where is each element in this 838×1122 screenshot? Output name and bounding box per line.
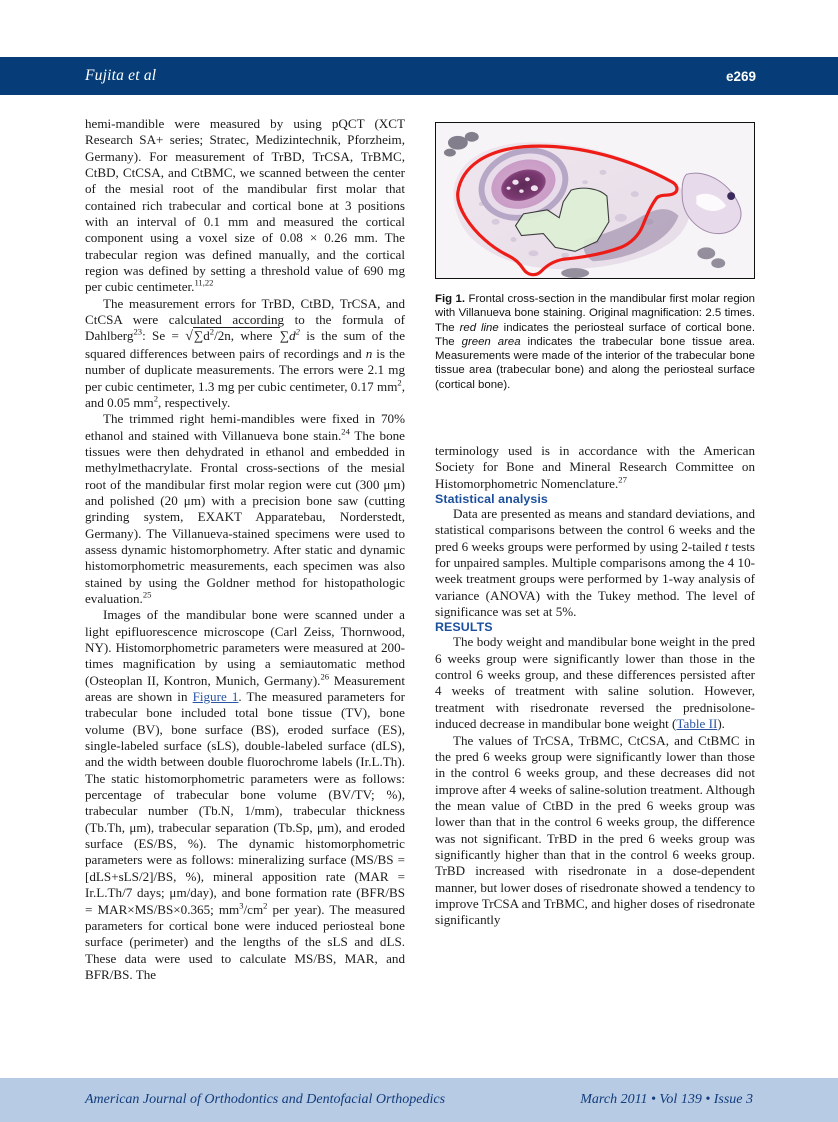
table-2-link[interactable]: Table II [676,716,718,732]
caption-text: Frontal cross-section in the mandibular first molar region with Villanueva bone staining. Original magnification: 2.5 times. The [435,293,755,334]
citation-ref: 26 [320,671,330,682]
summation-sign-2: ∑ [279,328,290,344]
running-head-authors: Fujita et al [85,67,157,84]
page-body [85,116,755,1046]
formula-denominator: /2n, where [214,328,279,344]
paragraph-text: , respectively. [158,394,231,410]
formula-numerator: d [203,328,210,344]
paragraph-text: Measurement areas are shown in [85,672,405,705]
radical-sign: √ [185,329,193,345]
citation-ref: 27 [618,474,627,485]
summation-sign: ∑ [193,328,204,344]
paragraph-trcsa-results: The values of TrCSA, TrBMC, CtCSA, and CtBMC in the pred 6 weeks group were significantly lower than those in the control 6 weeks group, and these decreases did not improve after 4 weeks of saline-solution treatment. Although the mean value of CtBD in the pred 6 weeks group was lower than that in the control 6 weeks group, the difference was not significant. TrBD in the pred 6 weeks group was significantly higher than that in the control 6 weeks group. TrBD increased with risedronate in a dose-dependent manner, but lower doses of risedronate showed a tendency to improve TrCSA and TrBMC, and higher doses of risedronate significantly [435,732,755,928]
paragraph-histomorphometry-parameters [85,607,405,983]
adjacent-tooth-dark-spot [727,192,735,200]
citation-ref: 11,22 [194,278,214,289]
paragraph-text: hemi-mandible were measured by using pQCT (XCT Research SA+ series; Stratec, Medizintechnik, Pforzheim, Germany). For measurement of TrBD, TrCSA, TrBMC, CtBD, CtCSA, and CtBMC, we scanned between the center of the mesial root of the mandibular first molar that contained rich trabecular and cortical bone at 3 positions with an interval of 0.1 mm and measured the cortical component using a voxel size of 0.08 × 0.26 mm. The trabecular region was defined manually, and the cortical region was defined by setting a threshold value of 690 mg per cubic centimeter. [85,116,405,295]
formula-body [193,327,280,343]
paragraph-text: : Se = [142,328,186,344]
paragraph-text: The bone tissues were then dehydrated in ethanol and embedded in methylmethacrylate. Frontal cross-sections of the mesial root of the mandibular first molar region were cut (300 μm) and polished (20 μm) with a precision bone saw (cutting grinding system, EXAKT Apparatebau, Norderstedt, Germany). The Villanueva-stained specimens were used to assess dynamic histomorphometry. After static and dynamic histomorphometric measurements, each specimen was also stained by using the Goldner method for histopathologic evaluation. [85,427,405,606]
variable-n: n [365,345,373,361]
paragraph-text: . The measured parameters for trabecular bone included total bone tissue (TV), bone volume (BV), bone surface (BS), eroded surface (ES), single-labeled surface (sLS), double-labeled surface (dLS), and the width between double fluorochrome labels (Ir.L.Th). The static histomorphometric parameters were as follows: percentage of trabecular bone volume (BV/TV; %), trabecular number (Tb.N, 1/mm), trabecular thickness (Tb.Th, μm), trabecular separation (Tb.Sp, μm), and eroded surface (ES/BS, %). The dynamic histomorphometric parameters were as follows: mineralizing surface (MS/BS = [dLS+sLS/2]/BS, %), mineral apposition rate (MAR = Ir.L.Th/7 days; μm/day), and bone formation rate (BFR/BS = MAR×MS/BS×0.365; mm [85,689,405,917]
paragraph-text: tests for unpaired samples. Multiple comparisons among the 4 10-week treatment groups were performed by 1-way analysis of variance (ANOVA) with the Tukey method. The level of significance was set at 5%. [435,538,755,620]
unit-exponent: 2 [263,900,268,911]
figure-label: Fig 1. [435,293,466,305]
t-test-symbol: t [724,538,729,554]
paragraph-specimen-preparation [85,411,405,607]
right-text-column [435,443,755,929]
unit-exponent: 2 [397,377,402,388]
section-heading-statistical-analysis: Statistical analysis [435,492,548,507]
citation-ref: 25 [142,589,152,600]
unit-exponent: 3 [239,900,244,911]
paragraph-body-weight-results [435,634,755,732]
paragraph-text: per year). The measured parameters for cortical bone were induced periosteal bone surface (perimeter) and the lengths of the sLS and dLS. These data were used to calculate MS/BS, MAR, and BFR/BS. The [85,901,405,982]
paragraph-text: The trimmed right hemi-mandibles were fixed in 70% ethanol and stained with Villanueva bone stain. [85,411,405,443]
paragraph-text: terminology used is in accordance with the American Society for Bone and Mineral Research Committee on Histomorphometric Nomenclature. [435,443,755,491]
figure-1-caption [435,292,755,392]
section-heading-results: RESULTS [435,620,493,635]
caption-text: indicates the periosteal surface of cortical bone. The [435,321,755,348]
paragraph-text: Images of the mandibular bone were scanned under a light epifluorescence microscope (Carl Zeiss, Thornwood, NY). Histomorphometric parameters were measured at 200-times magnification by using a semiautomatic method (Osteoplan II, Kontron, Munich, Germany). [85,607,405,688]
paragraph-text: , and 0.05 mm [85,378,405,410]
unit-exponent: 2 [153,393,159,404]
left-text-column [85,116,405,983]
caption-emphasis-red-line: red line [459,321,499,334]
citation-ref: 24 [341,426,350,437]
page-footer [0,1078,838,1122]
summation-inline [280,328,300,343]
formula-d: d [289,328,296,344]
paragraph-text: /cm [243,901,264,917]
paragraph-text: ). [717,716,725,732]
formula-exponent: 2 [209,327,215,338]
paragraph-pqct-measurement [85,116,405,296]
formula-exponent-2: 2 [295,327,300,338]
page-running-head [0,57,838,95]
footer-journal-title: American Journal of Orthodontics and Dentofacial Orthopedics [85,1092,446,1107]
figure-1-block [435,122,755,392]
paragraph-text: The measurement errors for TrBD, CtBD, TrCSA, and CtCSA were calculated according to the formula of Dahlberg [85,295,405,344]
paragraph-measurement-errors [85,296,405,411]
histology-illustration [436,123,754,278]
paragraph-statistics [435,506,755,620]
caption-text: indicates the trabecular bone tissue area. Measurements were made of the interior of the trabecular bone tissue area (trabecular bone) and along the periosteal surface (cortical bone). [435,335,755,391]
paragraph-text: is the number of duplicate measurements. The errors were 2.1 mg per cubic centimeter, 1.3 mg per cubic centimeter, 0.17 mm [85,345,405,394]
paragraph-text: The body weight and mandibular bone weight in the pred 6 weeks group were significantly lower than those in the control 6 weeks group, and these differences persisted after 4 weeks of treatment with saline solution. However, treatment with risedronate reversed the prednisolone-induced decrease in mandibular bone weight ( [435,634,755,732]
figure-1-image [435,122,755,279]
paragraph-text: is the sum of the squared differences between pairs of recordings and [85,328,406,361]
citation-ref: 23 [133,327,143,338]
caption-emphasis-green-area: green area [461,335,521,348]
paragraph-nomenclature [435,443,755,492]
dahlberg-formula [185,328,280,343]
footer-issue-info: March 2011 • Vol 139 • Issue 3 [580,1092,753,1107]
running-head-page-number: e269 [725,68,756,84]
figure-1-link[interactable]: Figure 1 [192,689,239,705]
paragraph-text: Data are presented as means and standard deviations, and statistical comparisons between the control 6 weeks and the pred 6 weeks groups were performed by using 2-tailed [435,506,755,554]
